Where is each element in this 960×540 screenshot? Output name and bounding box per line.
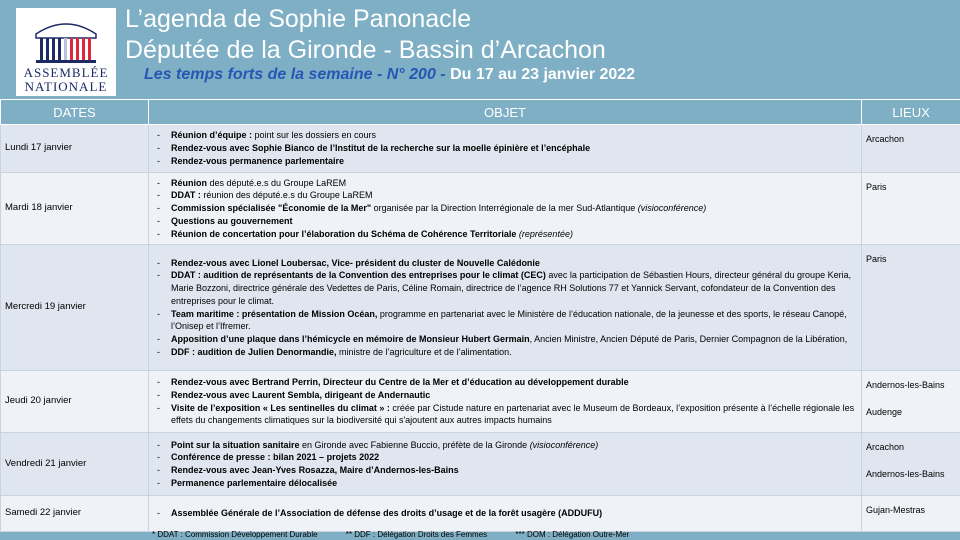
agenda-item-title: DDF : audition de Julien Denormandie, [171, 346, 337, 357]
row-lieux [862, 371, 960, 433]
agenda-item-title: Questions au gouvernement [171, 215, 293, 226]
row-objet [149, 245, 862, 371]
agenda-item-text [171, 439, 598, 452]
place: Gujan-Mestras [866, 504, 926, 515]
table-row [1, 125, 960, 173]
agenda-item [157, 189, 857, 202]
agenda-item-text [171, 129, 376, 142]
subtitle-dates: Du 17 au 23 janvier 2022 [450, 66, 636, 83]
agenda-item-text [171, 402, 857, 427]
dash-bullet-icon: - [157, 377, 160, 388]
table-row [1, 433, 960, 495]
dash-bullet-icon: - [157, 215, 160, 226]
agenda-item-text [171, 507, 602, 520]
row-lieux [862, 173, 960, 245]
dash-bullet-icon: - [157, 228, 160, 239]
footnote-ddat: * DDAT : Commission Développement Durable [152, 530, 318, 539]
agenda-item [157, 202, 857, 215]
agenda-item-text [171, 464, 459, 477]
dash-bullet-icon: - [157, 346, 160, 357]
agenda-item-text [171, 376, 629, 389]
agenda-item-title: Réunion [171, 177, 207, 188]
row-lieux [862, 433, 960, 495]
agenda-item [157, 477, 857, 490]
row-objet [149, 125, 862, 173]
agenda-item-text [171, 177, 346, 190]
agenda-item [157, 257, 857, 270]
dash-bullet-icon: - [157, 477, 160, 488]
dash-bullet-icon: - [157, 130, 160, 141]
agenda-item [157, 464, 857, 477]
agenda-item-text [171, 228, 573, 241]
dash-bullet-icon: - [157, 155, 160, 166]
agenda-item-title: Assemblée Générale de l’Association de défense des droits d’usage et de la forêt usagère (ADDUFU) [171, 507, 603, 518]
row-lieux [862, 245, 960, 371]
agenda-item-detail: en Gironde avec Fabienne Buccio, préfète de la Gironde [299, 439, 530, 450]
dash-bullet-icon: - [157, 402, 160, 413]
agenda-item-detail: , Ancien Ministre, Ancien Député de Paris, Dernier Compagnon de la Libération, [529, 333, 848, 344]
agenda-item-text [171, 269, 857, 307]
agenda-item-title: Rendez-vous avec Jean-Yves Rosazza, Maire d’Andernos-les-Bains [171, 465, 459, 476]
dash-bullet-icon: - [157, 143, 160, 154]
row-objet [149, 173, 862, 245]
dash-bullet-icon: - [157, 177, 160, 188]
agenda-item-detail: ministre de l’agriculture et de l’alimentation. [336, 346, 512, 357]
place: Andernos-les-Bains [866, 380, 945, 390]
agenda-item-title: Rendez-vous avec Lionel Loubersac, Vice- président du cluster de Nouvelle Calédonie [171, 257, 540, 268]
row-objet [149, 371, 862, 433]
table-header-row [1, 100, 960, 125]
agenda-item-detail: programme en partenariat avec le Ministère de l’éducation nationale, de la jeunesse et des sports, le réseau Canopé, l’Onisep et l’Ifremer. [171, 308, 847, 332]
column-header-objet: OBJET [149, 100, 862, 125]
agenda-item [157, 507, 857, 520]
agenda-item-text [171, 189, 372, 202]
column-header-lieux: LIEUX [862, 100, 960, 125]
agenda-item-title: Point sur la situation sanitaire [171, 439, 300, 450]
table-row [1, 173, 960, 245]
row-lieux [862, 495, 960, 531]
agenda-item-text [171, 155, 344, 168]
agenda-item [157, 215, 857, 228]
agenda-item-title: Rendez-vous avec Laurent Sembla, dirigeant de Andernautic [171, 390, 431, 400]
agenda-item-note: (visioconférence) [529, 439, 599, 450]
agenda-item-detail: des député.e.s du Groupe LaREM [207, 177, 347, 188]
agenda-item-title: DDAT : audition de représentants de la Convention des entreprises pour le climat (CEC) [171, 270, 546, 281]
logo-line-1: ASSEMBLÉE [23, 65, 109, 80]
subtitle [144, 65, 635, 85]
place: Arcachon [866, 134, 905, 144]
table-row [1, 495, 960, 531]
agenda-item-title: Réunion d’équipe : [171, 130, 252, 141]
place: Andernos-les-Bains [866, 469, 945, 480]
logo-line-2: NATIONALE [24, 79, 108, 94]
agenda-item-title: Team maritime : présentation de Mission Océan, [171, 308, 378, 319]
row-date: Jeudi 20 janvier [1, 371, 149, 433]
agenda-item [157, 439, 857, 452]
agenda-item [157, 155, 857, 168]
agenda-item-text [171, 257, 540, 270]
row-date: Samedi 22 janvier [1, 495, 149, 531]
agenda-item-detail: avec la participation de Sébastien Hours, directeur général du groupe Keria, Marie Bozzoni, directrice générale des Vedettes de Paris, Céline Romain, directrice de l’agence RH Solutions 77 et Yannick Servant, cofondateur de la Convention des entreprises pour le climat. [171, 270, 852, 306]
row-date: Lundi 17 janvier [1, 125, 149, 173]
place: Paris [866, 254, 887, 264]
agenda-item [157, 308, 857, 333]
row-objet [149, 495, 862, 531]
agenda-item-title: Apposition d’une plaque dans l’hémicycle en mémoire de Monsieur Hubert Germain [171, 333, 530, 344]
header [0, 0, 960, 98]
agenda-item-text [171, 142, 590, 155]
agenda-item-text [171, 308, 857, 333]
agenda-item [157, 177, 857, 190]
dash-bullet-icon: - [157, 390, 160, 400]
agenda-item-detail: réunion des député.e.s du Groupe LaREM [200, 190, 373, 201]
agenda-item-note: (visioconférence) [637, 203, 707, 214]
agenda-item-title: Réunion de concertation pour l’élaboration du Schéma de Cohérence Territoriale [171, 228, 517, 239]
agenda-item-text [171, 333, 847, 346]
agenda-item [157, 451, 857, 464]
agenda-item [157, 129, 857, 142]
title-line-2: Députée de la Gironde - Bassin d’Arcachon [125, 36, 606, 64]
column-header-dates: DATES [1, 100, 149, 125]
footnote-ddf: ** DDF : Délégation Droits des Femmes [345, 530, 488, 539]
dash-bullet-icon: - [157, 439, 160, 450]
subtitle-week: Les temps forts de la semaine - N° 200 - [144, 66, 446, 83]
agenda-item [157, 142, 857, 155]
footnote-dom: *** DOM : Délégation Outre-Mer [515, 530, 630, 539]
dash-bullet-icon: - [157, 190, 160, 201]
agenda-item-text [171, 451, 379, 464]
agenda-item-title: Rendez-vous permanence parlementaire [171, 155, 345, 166]
agenda-item-text [171, 477, 337, 490]
row-date: Vendredi 21 janvier [1, 433, 149, 495]
agenda-item-title: Conférence de presse : bilan 2021 – projets 2022 [171, 452, 380, 463]
agenda-item-text [171, 346, 512, 359]
agenda-item-text [171, 389, 430, 402]
dash-bullet-icon: - [157, 465, 160, 476]
assemblee-nationale-logo [16, 8, 116, 96]
row-lieux [862, 125, 960, 173]
hemicycle-emblem-icon [34, 10, 98, 64]
title-line-1: L’agenda de Sophie Panonacle [125, 5, 472, 33]
agenda-item [157, 269, 857, 307]
dash-bullet-icon: - [157, 203, 160, 214]
agenda-item [157, 333, 857, 346]
dash-bullet-icon: - [157, 452, 160, 463]
agenda-item [157, 376, 857, 389]
dash-bullet-icon: - [157, 507, 160, 518]
dash-bullet-icon: - [157, 333, 160, 344]
dash-bullet-icon: - [157, 257, 160, 268]
place: Arcachon [866, 442, 905, 453]
agenda-item-note: (représentée) [518, 228, 573, 239]
agenda-item-title: Rendez-vous avec Sophie Bianco de l’Institut de la recherche sur la moelle épinière et l’encéphale [171, 143, 591, 154]
row-date: Mercredi 19 janvier [1, 245, 149, 371]
agenda-item-title: Visite de l’exposition « Les sentinelles du climat » : [171, 402, 390, 413]
agenda-item-text [171, 202, 706, 215]
dash-bullet-icon: - [157, 308, 160, 319]
dash-bullet-icon: - [157, 270, 160, 281]
agenda-item-title: Permanence parlementaire délocalisée [171, 477, 338, 488]
agenda-item-title: DDAT : [171, 190, 201, 201]
agenda-item-title: Commission spécialisée "Économie de la Mer" [171, 203, 372, 214]
agenda-item-text [171, 215, 293, 228]
agenda-item [157, 402, 857, 427]
agenda-item [157, 228, 857, 241]
agenda-item [157, 346, 857, 359]
table-row [1, 245, 960, 371]
agenda-item-title: Rendez-vous avec Bertrand Perrin, Directeur du Centre de la Mer et d’éducation au développement durable [171, 377, 629, 388]
agenda-item-detail: créée par Cistude nature en partenariat avec le Museum de Bordeaux, l’exposition présente à l’échelle régionale les effets du changements climatiques sur la biodiversité qui s'ajoutent aux autres impacts humains [171, 402, 855, 426]
agenda-rows [1, 125, 960, 532]
agenda-table [0, 99, 960, 532]
place: Paris [866, 182, 887, 192]
place: Audenge [866, 406, 903, 417]
row-date: Mardi 18 janvier [1, 173, 149, 245]
agenda-item-detail: organisée par la Direction Interrégionale de la mer Sud-Atlantique [371, 203, 638, 214]
agenda-item [157, 389, 857, 402]
table-row [1, 371, 960, 433]
row-objet [149, 433, 862, 495]
agenda-item-detail: point sur les dossiers en cours [252, 130, 377, 141]
footnotes [152, 530, 655, 539]
